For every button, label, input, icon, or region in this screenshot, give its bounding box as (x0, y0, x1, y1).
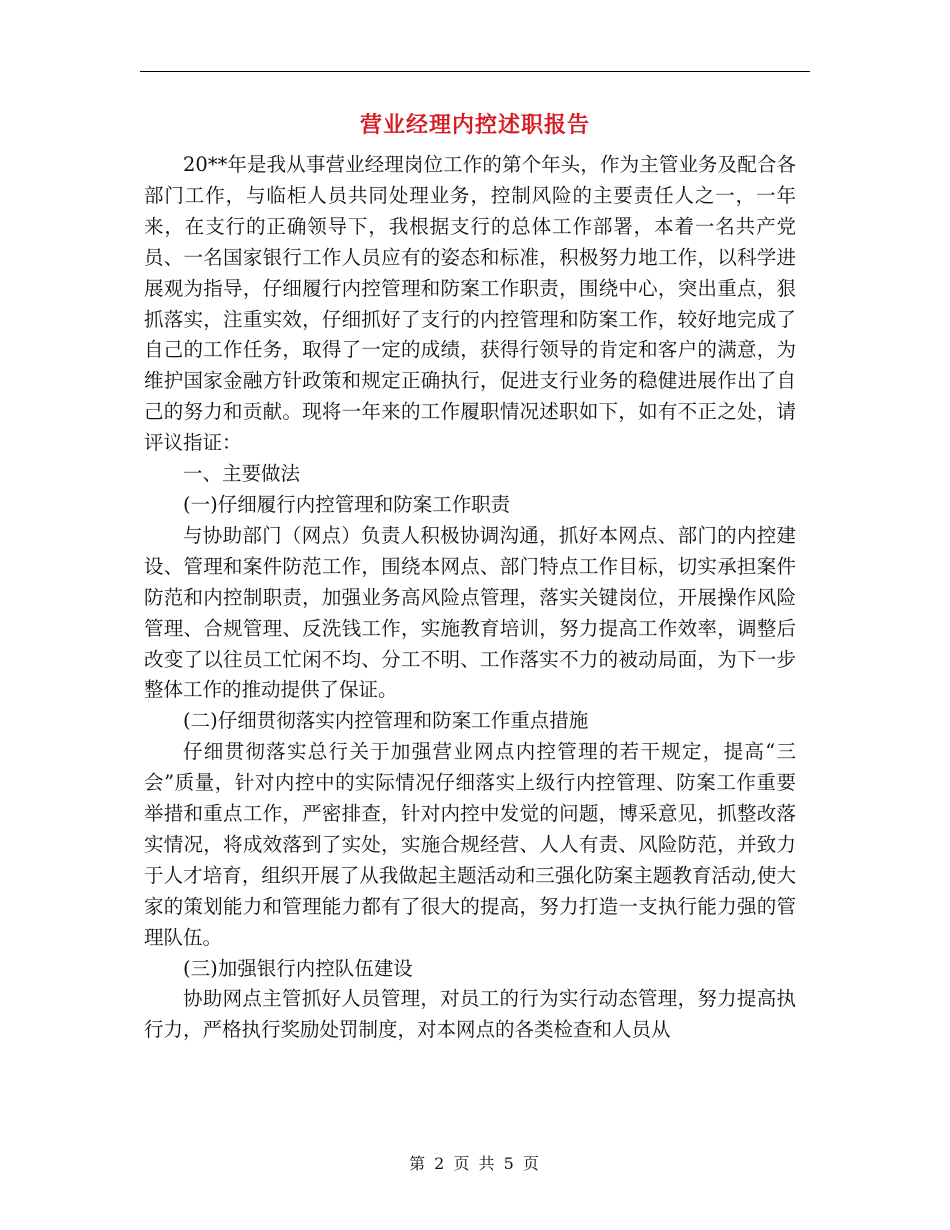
subsection-heading-2: (二)仔细贯彻落实内控管理和防案工作重点措施 (183, 709, 589, 733)
document-body (144, 150, 796, 1046)
header-rule (140, 71, 810, 72)
paragraph-intro: 20**年是我从事营业经理岗位工作的第个年头，作为主管业务及配合各部门工作，与临柜人员共同处理业务，控制风险的主要责任人之一，一年来，在支行的正确领导下，我根据支行的总体工作部署，本着一名共产党员、一名国家银行工作人员应有的姿态和标准，积极努力地工作，以科学进展观为指导，仔细履行内控管理和防案工作职责，围绕中心，突出重点，狠抓落实，注重实效，仔细抓好了支行的内控管理和防案工作，较好地完成了自己的工作任务，取得了一定的成绩，获得行领导的肯定和客户的满意，为维护国家金融方针政策和规定正确执行，促进支行业务的稳健进展作出了自己的努力和贡献。现将一年来的工作履职情况述职如下，如有不正之处，请评议指证： (144, 153, 796, 455)
paragraph-subsection-1: 与协助部门（网点）负责人积极协调沟通，抓好本网点、部门的内控建设、管理和案件防范工作，围绕本网点、部门特点工作目标，切实承担案件防范和内控制职责，加强业务高风险点管理，落实关键岗位，开展操作风险管理、合规管理、反洗钱工作，实施教育培训，努力提高工作效率，调整后改变了以往员工忙闲不均、分工不明、工作落实不力的被动局面，为下一步整体工作的推动提供了保证。 (144, 523, 796, 702)
paragraph-subsection-2: 仔细贯彻落实总行关于加强营业网点内控管理的若干规定，提高“三会”质量，针对内控中的实际情况仔细落实上级行内控管理、防案工作重要举措和重点工作，严密排查，针对内控中发觉的问题，博采意见，抓整改落实情况，将成效落到了实处，实施合规经营、人人有责、风险防范，并致力于人才培育，组织开展了从我做起主题活动和三强化防案主题教育活动,使大家的策划能力和管理能力都有了很大的提高，努力打造一支执行能力强的管理队伍。 (144, 740, 796, 949)
subsection-heading-3: (三)加强银行内控队伍建设 (183, 956, 413, 980)
paragraph-subsection-3: 协助网点主管抓好人员管理，对员工的行为实行动态管理，努力提高执行力，严格执行奖励处罚制度，对本网点的各类检查和人员从 (144, 987, 796, 1042)
page-number-footer: 第 2 页 共 5 页 (409, 1154, 541, 1173)
document-title: 营业经理内控述职报告 (359, 112, 590, 138)
section-heading-main-practices: 一、主要做法 (183, 462, 301, 486)
subsection-heading-1: (一)仔细履行内控管理和防案工作职责 (183, 492, 511, 516)
